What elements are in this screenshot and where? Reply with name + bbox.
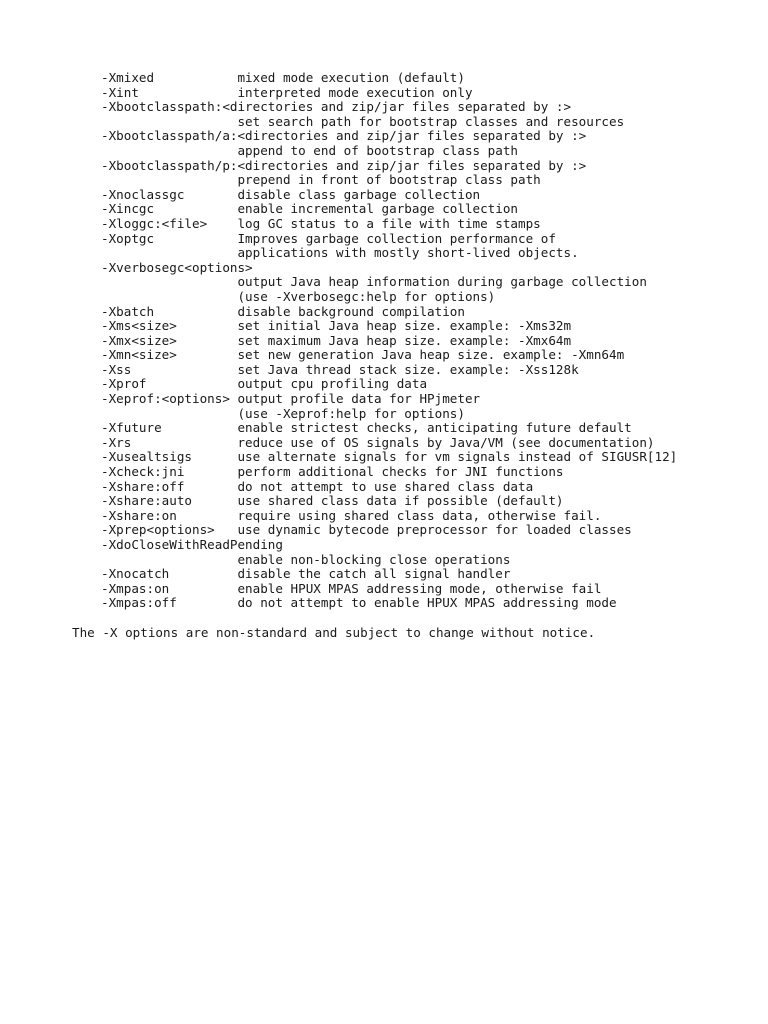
x-options-list: -Xmixed mixed mode execution (default) -Xint interpreted mode execution only -Xbootclasspath:<directories and zip/jar files separated by :> set search path for bootstrap classes and resources -Xbootclasspath/a:<directories and zip/jar files separated by :> append to end of bootstrap class path -Xbootclasspath/p:<directories and zip/jar files separated by :> prepend in front of bootstrap class path -Xnoclassgc disable class garbage collection -Xincgc enable incremental garbage collection -Xloggc:<file> log GC status to a file with time stamps -Xoptgc Improves garbage collection performance of applications with mostly short-lived objects. -Xverbosegc<options> output Java heap information during garbage collection (use -Xverbosegc:help for options) -Xbatch disable background compilation -Xms<size> set initial Java heap size. example: -Xms32m -Xmx<size> set maximum Java heap size. example: -Xmx64m -Xmn<size> set new generation Java heap size. example: -Xmn64m -Xss set Java thread stack size. example: -Xss128k -Xprof output cpu profiling data -Xeprof:<options> output profile data for HPjmeter (use -Xeprof:help for options) -Xfuture enable strictest checks, anticipating future default -Xrs reduce use of OS signals by Java/VM (see documentation) -Xusealtsigs use alternate signals for vm signals instead of SIGUSR[12] -Xcheck:jni perform additional checks for JNI functions -Xshare:off do not attempt to use shared class data -Xshare:auto use shared class data if possible (default) -Xshare:on require using shared class data, otherwise fail. -Xprep<options> use dynamic bytecode preprocessor for loaded classes -XdoCloseWithReadPending enable non-blocking close operations -Xnocatch disable the catch all signal handler -Xmpas:on enable HPUX MPAS addressing mode, otherwise fail -Xmpas:off do not attempt to enable HPUX MPAS addressing mode [101,70,678,611]
footer-note: The -X options are non-standard and subject to change without notice. [72,624,596,640]
document-page [72,71,762,640]
blank-line [72,611,762,626]
